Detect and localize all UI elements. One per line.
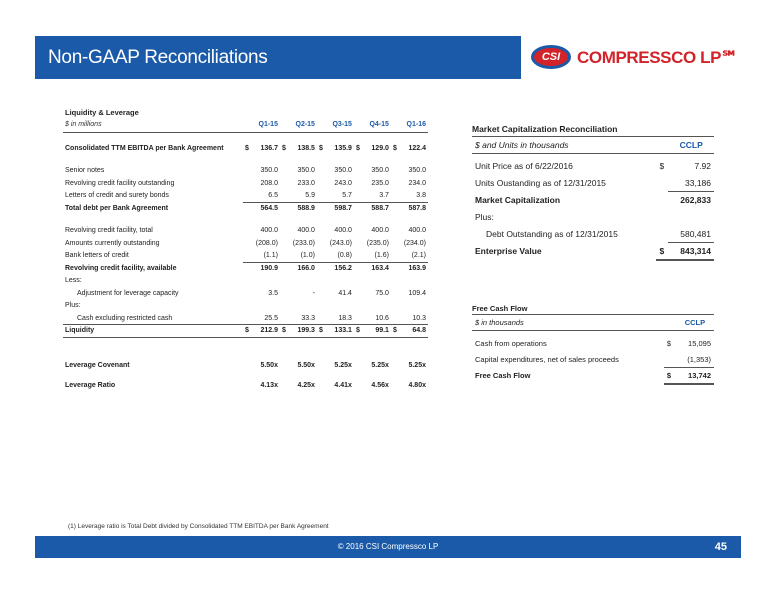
units-label: $ and Units in thousands (472, 137, 656, 154)
col-header: Q3-15 (325, 118, 354, 132)
liquidity-table (63, 118, 428, 392)
fcf-title: Free Cash Flow (472, 304, 528, 313)
table-row: Revolving credit facility, total 400.0 400.0 400.0 400.0 400.0 (65, 227, 426, 235)
logo-text: COMPRESSCO LP℠ (577, 48, 738, 67)
table-row: Cash excluding restricted cash 25.5 33.3 18.3 10.6 10.3 (63, 312, 428, 325)
col-header: CCLP (676, 315, 714, 331)
table-header-row (63, 118, 428, 132)
page-header (35, 36, 741, 79)
table-row: Unit Price as of 6/22/2016 $ 7.92 (475, 161, 711, 171)
table-row: Revolving credit facility outstanding 208.0 233.0 243.0 235.0 234.0 (65, 179, 426, 187)
table-header-row (472, 315, 714, 331)
table-row: Letters of credit and surety bonds 6.5 5.9 5.7 3.7 3.8 (63, 190, 428, 203)
page-number: 45 (714, 541, 727, 553)
logo-mark: CSI (531, 45, 571, 69)
table-row: Revolving credit facility, available 190.9 166.0 156.2 163.4 163.9 (65, 264, 426, 272)
col-header: Q1-16 (399, 118, 428, 132)
market-cap-table (472, 136, 714, 261)
table-header-row (472, 137, 714, 154)
fcf-table (472, 314, 714, 385)
page-title: Non-GAAP Reconciliations (48, 47, 268, 68)
copyright-text: © 2016 CSI Compressco LP (337, 542, 439, 551)
table-row: Enterprise Value $ 843,314 (472, 243, 714, 260)
table-row: Debt Outstanding as of 12/31/2015 580,481 (472, 226, 714, 243)
table-row: Plus: (65, 302, 81, 310)
table-row: Less: (65, 277, 82, 285)
col-header: Q2-15 (288, 118, 317, 132)
col-header: Q1-15 (251, 118, 280, 132)
table-row: Liquidity $ 212.9 $ 199.3 $ 133.1 $ 99.1 $ 64.8 (63, 325, 428, 338)
table-row: Units Oustanding as of 12/31/2015 33,186 (472, 175, 714, 192)
footnote: (1) Leverage ratio is Total Debt divided by Consolidated TTM EBITDA per Bank Agreement (68, 523, 329, 530)
table-row: Capital expenditures, net of sales proceeds (1,353) (472, 352, 714, 368)
units-label: $ in millions (63, 118, 243, 132)
company-logo (521, 36, 741, 79)
table-row: Leverage Covenant 5.50x 5.50x 5.25x 5.25x 5.25x (65, 361, 426, 369)
table-row: Senior notes 350.0 350.0 350.0 350.0 350.0 (65, 167, 426, 175)
table-row: Adjustment for leverage capacity 3.5 - 41.4 75.0 109.4 (77, 289, 426, 297)
market-cap-title: Market Capitalization Reconciliation (472, 124, 618, 134)
table-row: Market Capitalization 262,833 (475, 195, 711, 206)
table-row: Leverage Ratio 4.13x 4.25x 4.41x 4.56x 4.80x (65, 382, 426, 390)
col-header: CCLP (668, 137, 714, 154)
units-label: $ in thousands (472, 315, 664, 331)
liquidity-title: Liquidity & Leverage (65, 108, 139, 117)
table-row: Free Cash Flow $ 13,742 (472, 368, 714, 384)
table-row: Total debt per Bank Agreement 564.5 588.9 598.7 588.7 587.8 (65, 204, 426, 212)
table-row: Plus: (475, 212, 494, 222)
col-header: Q4-15 (362, 118, 391, 132)
page-footer (35, 536, 741, 558)
table-row: Amounts currently outstanding (208.0) (233.0) (243.0) (235.0) (234.0) (65, 239, 426, 247)
table-row: Bank letters of credit (1.1) (1.0) (0.8) (1.6) (2.1) (63, 250, 428, 263)
table-row: Cash from operations $ 15,095 (475, 339, 711, 348)
table-row: Consolidated TTM EBITDA per Bank Agreement $ 136.7 $ 138.5 $ 135.9 $ 129.0 $ 122.4 (65, 144, 426, 152)
